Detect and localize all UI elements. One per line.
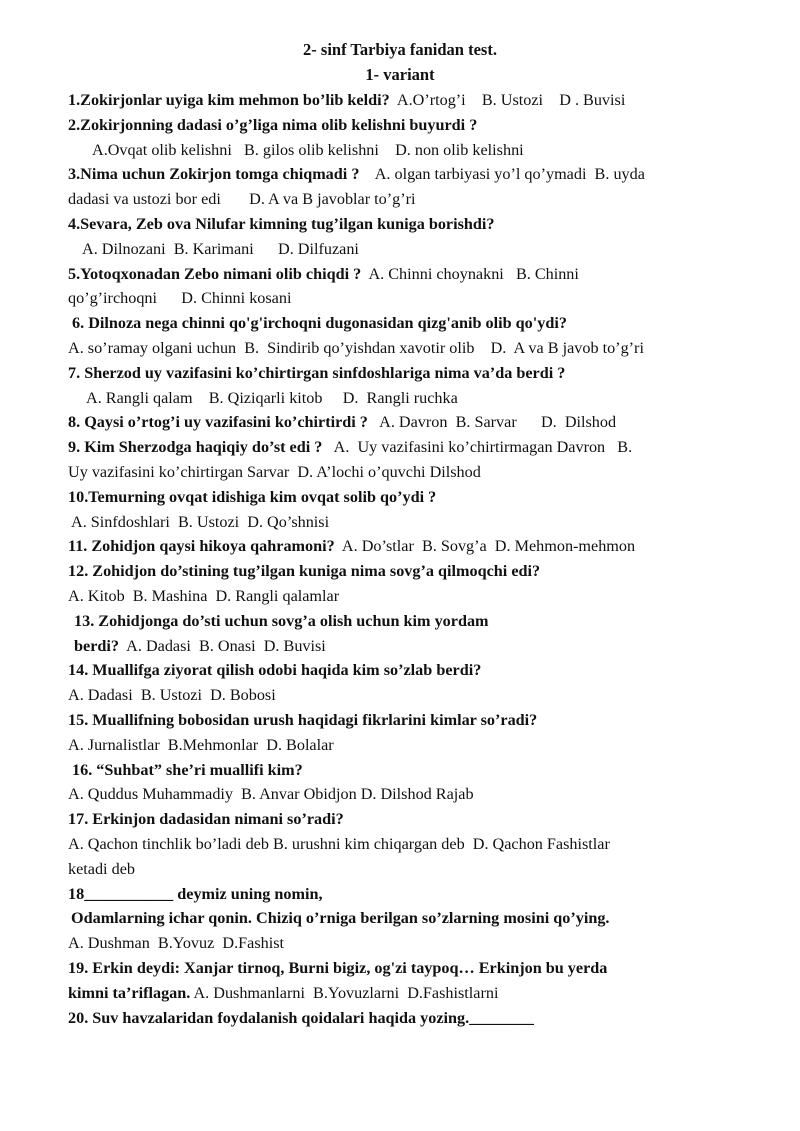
question-line [74, 611, 489, 631]
question-text: 11. Zohidjon qaysi hikoya qahramoni? [68, 537, 335, 556]
question-line [71, 908, 609, 928]
answer-options: A. Dadasi B. Ustozi D. Bobosi [68, 686, 276, 705]
question-text: Odamlarning ichar qonin. Chiziq o’rniga berilgan so’zlarning mosini qo’ying. [71, 909, 610, 928]
question-text: 9. Kim Sherzodga haqiqiy do’st edi ? [68, 438, 323, 457]
question-line [82, 239, 359, 259]
question-line [68, 412, 616, 432]
question-line [68, 115, 477, 135]
question-line [68, 735, 334, 755]
question-text: 16. “Suhbat” she’ri muallifi kim? [72, 760, 303, 779]
page-title: 2- sinf Tarbiya fanidan test. [303, 40, 497, 59]
question-line [68, 437, 632, 457]
answer-options: A.O’rtog’i B. Ustozi D . Buvisi [389, 91, 626, 109]
variant-label: 1- variant [365, 65, 435, 84]
question-text: 17. Erkinjon dadasidan nimani so’radi? [68, 810, 344, 829]
question-text: 8. Qaysi o’rtog’i uy vazifasini ko’chirtirdi ? [68, 413, 368, 432]
answer-options: A. so’ramay olgani uchun B. Sindirib qo’yishdan xavotir olib D. A va B javob to’g’ri [68, 339, 644, 357]
answer-options: A. Qachon tinchlik bo’ladi deb B. urushni kim chiqargan deb D. Qachon Fashistlar [68, 835, 610, 853]
question-text: 12. Zohidjon do’stining tug’ilgan kuniga nima sovg’a qilmoqchi edi? [68, 562, 541, 581]
question-line [68, 164, 645, 184]
question-line [68, 363, 565, 383]
question-text: 6. Dilnoza nega chinni qo'g'irchoqni dugonasidan qizg'anib olib qo'ydi? [72, 314, 567, 333]
question-text: 4.Sevara, Zeb ova Nilufar kimning tug’ilgan kuniga borishdi? [68, 215, 495, 233]
question-text: 15. Muallifning bobosidan urush haqidagi fikrlarini kimlar so’radi? [68, 711, 538, 729]
question-line [68, 338, 644, 358]
answer-options: A. olgan tarbiyasi yo’l qo’ymadi B. uyda [359, 165, 645, 184]
question-line [68, 561, 540, 581]
answer-options: A. Chinni choynakni B. Chinni [361, 264, 579, 283]
question-line [68, 90, 625, 110]
question-text: berdi? [74, 636, 119, 655]
question-line [68, 933, 284, 953]
question-text: 14. Muallifga ziyorat qilish odobi haqida kim so’zlab berdi? [68, 661, 482, 680]
answer-options: A. Dilnozani B. Karimani D. Dilfuzani [82, 239, 359, 258]
question-line [68, 487, 436, 507]
answer-options: A. Davron B. Sarvar D. Dilshod [367, 413, 617, 432]
answer-options: A. Dushmanlarni B.Yovuzlarni D.Fashistlarni [190, 983, 499, 1002]
question-line [71, 512, 329, 532]
answer-options: A. Sinfdoshlari B. Ustozi D. Qo’shnisi [71, 512, 330, 531]
answer-options: A. Do’stlar B. Sovg’a D. Mehmon-mehmon [334, 537, 636, 556]
question-line [68, 809, 344, 829]
question-text: 20. Suv havzalaridan foydalanish qoidalari haqida yozing.________ [68, 1008, 534, 1027]
question-line [68, 189, 416, 209]
question-text: kimni ta’riflagan. [68, 983, 191, 1002]
question-line [68, 288, 291, 308]
answer-options: A. Jurnalistlar B.Mehmonlar D. Bolalar [68, 735, 334, 754]
question-line [68, 1008, 534, 1028]
answer-options: A. Dadasi B. Onasi D. Buvisi [118, 636, 326, 655]
question-text: 3.Nima uchun Zokirjon tomga chiqmadi ? [68, 165, 360, 184]
question-line [68, 710, 537, 730]
question-line [68, 586, 339, 606]
question-text: 5.Yotoqxonadan Zebo nimani olib chiqdi ? [68, 264, 362, 283]
question-text: 19. Erkin deydi: Xanjar tirnoq, Burni bigiz, og'zi taypoq… Erkinjon bu yerda [68, 959, 608, 977]
answer-options: A. Quddus Muhammadiy B. Anvar Obidjon D. Dilshod Rajab [68, 785, 474, 804]
answer-options: ketadi deb [68, 859, 135, 878]
question-line [68, 660, 481, 680]
question-text: 2.Zokirjonning dadasi o’g’liga nima olib kelishni buyurdi ? [68, 115, 478, 134]
question-line [68, 685, 276, 705]
question-text: 18___________ deymiz uning nomin, [68, 884, 323, 903]
question-line [72, 313, 567, 333]
question-text: 7. Sherzod uy vazifasini ko’chirtirgan sinfdoshlariga nima va’da berdi ? [68, 363, 566, 382]
question-line [72, 760, 303, 780]
answer-options: A. Dushman B.Yovuz D.Fashist [68, 934, 285, 953]
question-line [68, 214, 495, 234]
question-text: 10.Temurning ovqat idishiga kim ovqat solib qo’ydi ? [68, 487, 437, 506]
question-text: 13. Zohidjonga do’sti uchun sovg’a olish uchun kim yordam [74, 611, 489, 630]
question-line [68, 884, 323, 904]
question-line [68, 958, 607, 978]
question-text: 1.Zokirjonlar uyiga kim mehmon bo’lib keldi? [68, 91, 390, 109]
answer-options: A.Ovqat olib kelishni B. gilos olib kelishni D. non olib kelishni [92, 140, 524, 159]
answer-options: A. Rangli qalam B. Qiziqarli kitob D. Rangli ruchka [86, 388, 458, 407]
question-line [68, 834, 610, 854]
question-line [92, 140, 524, 160]
question-line [68, 983, 498, 1003]
question-line [68, 859, 135, 879]
question-line [68, 462, 481, 482]
question-line [74, 636, 326, 656]
answer-options: qo’g’irchoqni D. Chinni kosani [68, 289, 292, 308]
question-line [68, 536, 635, 556]
question-line [68, 784, 474, 804]
question-line [68, 264, 579, 284]
question-line [86, 388, 458, 408]
answer-options: Uy vazifasini ko’chirtirgan Sarvar D. A’lochi o’quvchi Dilshod [68, 463, 481, 481]
answer-options: A. Kitob B. Mashina D. Rangli qalamlar [68, 587, 340, 605]
answer-options: A. Uy vazifasini ko’chirtirmagan Davron B. [322, 438, 633, 457]
answer-options: dadasi va ustozi bor edi D. A va B javoblar to’g’ri [68, 190, 416, 209]
